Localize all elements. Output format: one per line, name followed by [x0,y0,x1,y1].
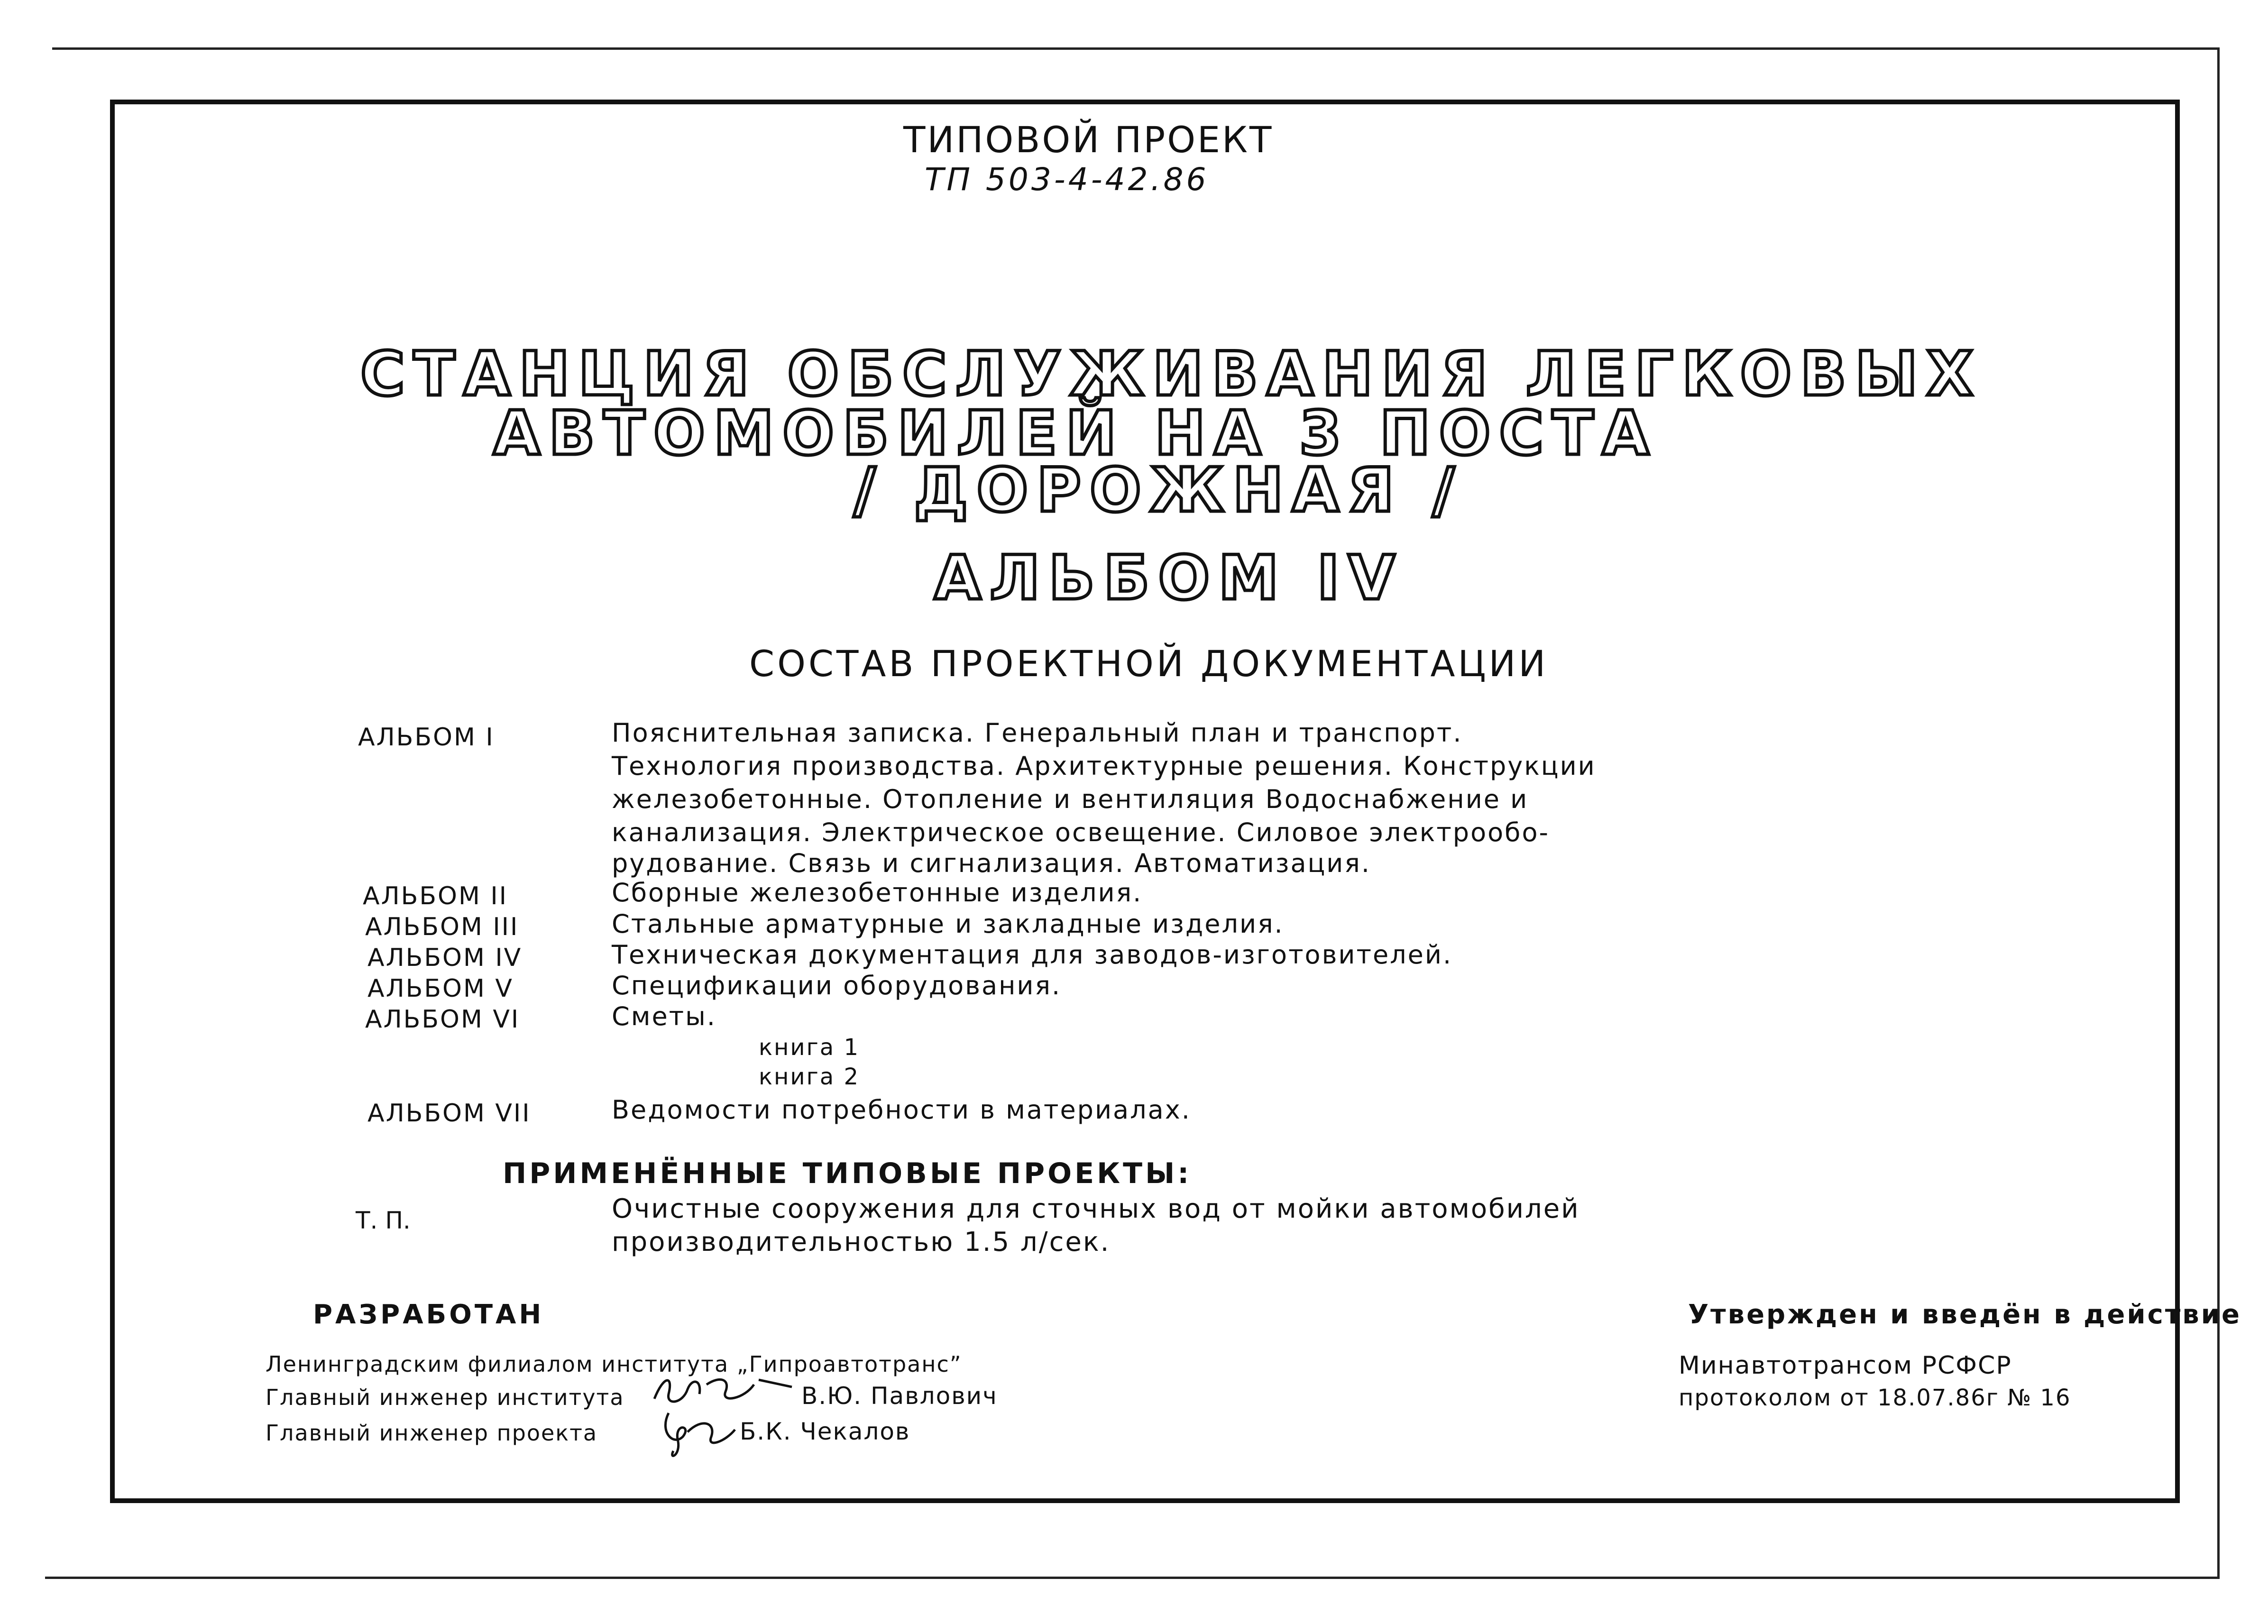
chief-institute-role: Главный инженер института [266,1385,624,1410]
album-label: АЛЬБОМ IV [367,944,523,972]
signature-chief-project [654,1404,740,1465]
chief-institute-name: В.Ю. Павлович [801,1382,998,1410]
album-number-heading: АЛЬБОМ IV [934,543,1404,614]
chief-project-name: Б.К. Чекалов [740,1418,910,1445]
chief-project-role: Главный инженер проекта [266,1420,598,1446]
album-label: АЛЬБОМ V [367,974,514,1003]
tp-line-1: Очистные сооружения для сточных вод от мойки автомобилей [612,1193,1580,1224]
album-line: железобетонные. Отопление и вентиляция Водоснабжение и [612,784,1529,814]
album-label: АЛЬБОМ II [363,882,508,910]
album-label: АЛЬБОМ VI [365,1005,520,1034]
main-title-line-3: / ДОРОЖНАЯ / [854,455,1463,526]
tp-line-2: производительностью 1.5 л/сек. [612,1227,1111,1257]
book-line: книга 2 [759,1064,860,1090]
album-label: АЛЬБОМ I [358,723,495,752]
album-line: Технология производства. Архитектурные решения. Конструкции [612,751,1596,781]
album-label: АЛЬБОМ III [365,913,519,941]
composition-heading: СОСТАВ ПРОЕКТНОЙ ДОКУМЕНТАЦИИ [749,642,1549,685]
album-label: АЛЬБОМ VII [367,1099,531,1128]
project-type-title: ТИПОВОЙ ПРОЕКТ [903,119,1274,161]
approved-by: Минавтотрансом РСФСР [1679,1351,2012,1380]
album-line: Спецификации оборудования. [612,971,1062,1000]
developer-org: Ленинградским филиалом института „Гипроавтотранс” [266,1351,962,1377]
tp-label: Т. П. [356,1207,411,1234]
approved-protocol: протоколом от 18.07.86г № 16 [1679,1385,2071,1411]
album-line: канализация. Электрическое освещение. Силовое электрообо- [612,817,1550,847]
approved-heading: Утвержден и введён в действие [1688,1299,2241,1330]
developed-heading: РАЗРАБОТАН [313,1299,544,1330]
bottom-rule [45,1577,2220,1579]
album-line: рудование. Связь и сигнализация. Автоматизация. [612,848,1371,878]
album-line: Ведомости потребности в материалах. [612,1095,1191,1125]
album-line: Сборные железобетонные изделия. [612,878,1143,908]
top-rule [52,47,2219,50]
album-line: Техническая документация для заводов-изготовителей. [612,940,1453,970]
album-line: Сметы. [612,1001,716,1031]
album-line: Стальные арматурные и закладные изделия. [612,909,1284,939]
project-code: ТП 503-4-42.86 [925,161,1209,198]
album-line: Пояснительная записка. Генеральный план и транспорт. [612,718,1463,748]
right-rule [2217,47,2220,1579]
tp-description [612,1193,1580,1259]
book-line: книга 1 [759,1034,860,1061]
main-title-line-2: АВТОМОБИЛЕЙ НА 3 ПОСТА [493,398,1658,469]
applied-projects-heading: ПРИМЕНЁННЫЕ ТИПОВЫЕ ПРОЕКТЫ: [503,1157,1192,1190]
main-title-line-1: СТАНЦИЯ ОБСЛУЖИВАНИЯ ЛЕГКОВЫХ [360,339,1982,410]
